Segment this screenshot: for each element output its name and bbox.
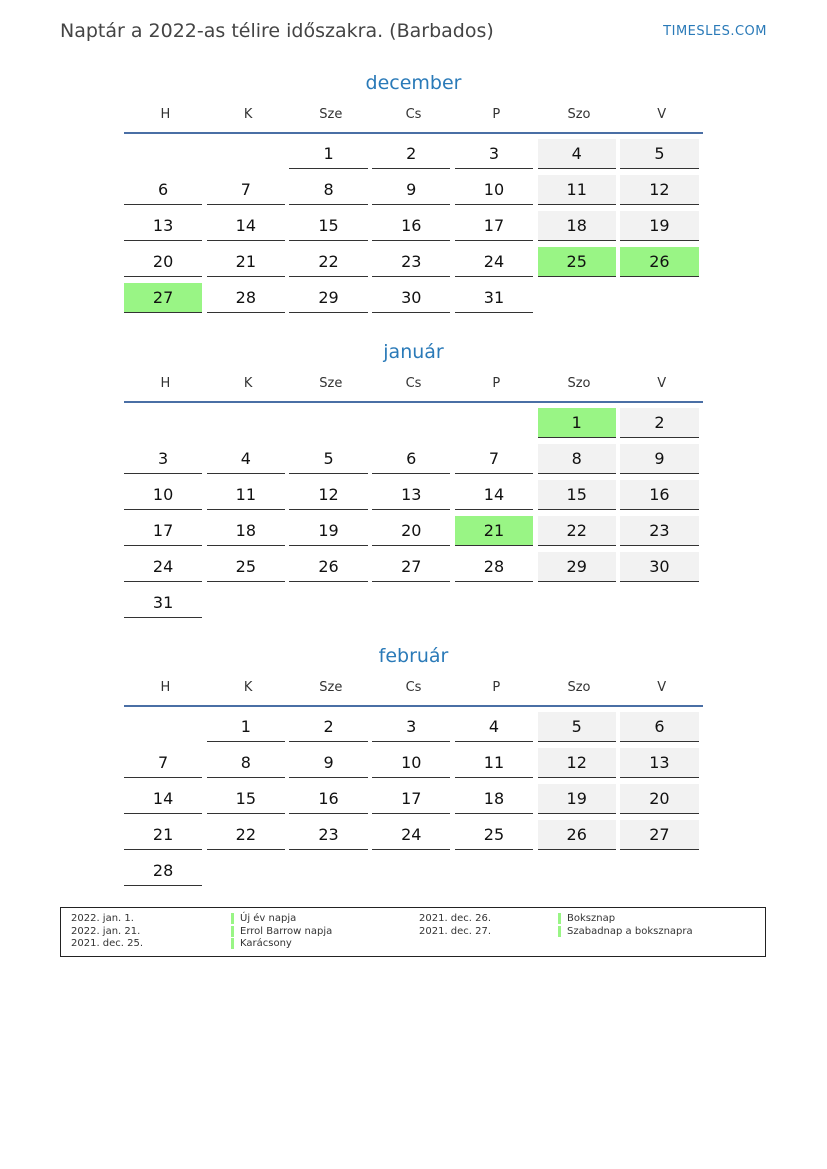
empty-day-cell bbox=[207, 408, 285, 438]
day-cell: 25 bbox=[207, 552, 285, 582]
legend-date: 2022. jan. 21. bbox=[71, 926, 141, 937]
day-cell: 21 bbox=[124, 820, 202, 850]
day-cell: 14 bbox=[124, 784, 202, 814]
day-cell: 1 bbox=[207, 712, 285, 742]
day-cell: 17 bbox=[372, 784, 450, 814]
weekday-label: Cs bbox=[405, 375, 422, 391]
day-cell: 24 bbox=[455, 247, 533, 277]
holiday-day-cell: 1 bbox=[538, 408, 616, 438]
day-cell: 18 bbox=[207, 516, 285, 546]
day-cell: 29 bbox=[538, 552, 616, 582]
empty-day-cell bbox=[455, 856, 533, 886]
week-row bbox=[124, 408, 703, 444]
empty-day-cell bbox=[620, 283, 698, 313]
day-cell: 4 bbox=[207, 444, 285, 474]
weekday-label: V bbox=[657, 106, 667, 122]
week-row bbox=[124, 175, 703, 211]
day-grid bbox=[124, 408, 703, 624]
weekday-label: P bbox=[492, 375, 501, 391]
day-cell: 20 bbox=[372, 516, 450, 546]
day-cell: 6 bbox=[124, 175, 202, 205]
day-cell: 12 bbox=[538, 748, 616, 778]
day-cell: 8 bbox=[207, 748, 285, 778]
day-cell: 27 bbox=[620, 820, 698, 850]
day-cell: 19 bbox=[289, 516, 367, 546]
weekday-label: Cs bbox=[405, 679, 422, 695]
day-cell: 23 bbox=[620, 516, 698, 546]
empty-day-cell bbox=[289, 856, 367, 886]
day-cell: 31 bbox=[124, 588, 202, 618]
day-cell: 18 bbox=[455, 784, 533, 814]
day-cell: 4 bbox=[538, 139, 616, 169]
weekday-label: Sze bbox=[319, 106, 343, 122]
month-calendar bbox=[124, 643, 703, 892]
empty-day-cell bbox=[372, 408, 450, 438]
week-row bbox=[124, 444, 703, 480]
week-row bbox=[124, 748, 703, 784]
empty-day-cell bbox=[207, 856, 285, 886]
day-cell: 11 bbox=[207, 480, 285, 510]
week-row bbox=[124, 480, 703, 516]
week-row bbox=[124, 712, 703, 748]
day-cell: 29 bbox=[289, 283, 367, 313]
week-row bbox=[124, 211, 703, 247]
weekday-label: K bbox=[243, 106, 253, 122]
legend-date: 2021. dec. 27. bbox=[419, 926, 492, 937]
day-cell: 23 bbox=[372, 247, 450, 277]
weekday-label: Sze bbox=[319, 679, 343, 695]
day-cell: 17 bbox=[455, 211, 533, 241]
empty-day-cell bbox=[289, 408, 367, 438]
weekday-label: Sze bbox=[319, 375, 343, 391]
day-cell: 1 bbox=[289, 139, 367, 169]
day-cell: 13 bbox=[124, 211, 202, 241]
day-cell: 23 bbox=[289, 820, 367, 850]
day-cell: 16 bbox=[372, 211, 450, 241]
weekday-label: H bbox=[160, 375, 171, 391]
day-cell: 20 bbox=[620, 784, 698, 814]
weekday-label: K bbox=[243, 375, 253, 391]
day-cell: 28 bbox=[207, 283, 285, 313]
weekday-label: Szo bbox=[567, 106, 591, 122]
day-cell: 22 bbox=[538, 516, 616, 546]
day-cell: 2 bbox=[289, 712, 367, 742]
day-cell: 2 bbox=[620, 408, 698, 438]
empty-day-cell bbox=[455, 588, 533, 618]
day-cell: 13 bbox=[620, 748, 698, 778]
day-cell: 5 bbox=[620, 139, 698, 169]
day-cell: 11 bbox=[455, 748, 533, 778]
day-cell: 9 bbox=[620, 444, 698, 474]
day-cell: 15 bbox=[289, 211, 367, 241]
weekday-label: Cs bbox=[405, 106, 422, 122]
week-row bbox=[124, 283, 703, 319]
weekday-header bbox=[124, 669, 703, 707]
week-row bbox=[124, 820, 703, 856]
day-cell: 24 bbox=[124, 552, 202, 582]
empty-day-cell bbox=[455, 408, 533, 438]
legend-date: 2021. dec. 26. bbox=[419, 913, 492, 924]
day-cell: 8 bbox=[538, 444, 616, 474]
day-cell: 22 bbox=[207, 820, 285, 850]
legend-holiday-name: Errol Barrow napja bbox=[231, 926, 332, 937]
empty-day-cell bbox=[289, 588, 367, 618]
day-cell: 30 bbox=[620, 552, 698, 582]
day-grid bbox=[124, 712, 703, 892]
day-cell: 17 bbox=[124, 516, 202, 546]
weekday-label: V bbox=[657, 679, 667, 695]
empty-day-cell bbox=[372, 588, 450, 618]
day-cell: 9 bbox=[289, 748, 367, 778]
holiday-day-cell: 25 bbox=[538, 247, 616, 277]
day-cell: 20 bbox=[124, 247, 202, 277]
legend-holiday-name: Új év napja bbox=[231, 913, 296, 924]
day-cell: 2 bbox=[372, 139, 450, 169]
holiday-day-cell: 27 bbox=[124, 283, 202, 313]
day-cell: 3 bbox=[455, 139, 533, 169]
day-cell: 5 bbox=[289, 444, 367, 474]
day-cell: 22 bbox=[289, 247, 367, 277]
day-grid bbox=[124, 139, 703, 319]
day-cell: 3 bbox=[372, 712, 450, 742]
month-name: december bbox=[365, 72, 462, 94]
day-cell: 8 bbox=[289, 175, 367, 205]
holiday-day-cell: 26 bbox=[620, 247, 698, 277]
day-cell: 15 bbox=[207, 784, 285, 814]
empty-day-cell bbox=[538, 588, 616, 618]
legend-holiday-name: Szabadnap a boksznapra bbox=[558, 926, 693, 937]
legend-holiday-name: Boksznap bbox=[558, 913, 615, 924]
weekday-label: K bbox=[243, 679, 253, 695]
empty-day-cell bbox=[372, 856, 450, 886]
day-cell: 15 bbox=[538, 480, 616, 510]
weekday-label: V bbox=[657, 375, 667, 391]
day-cell: 26 bbox=[538, 820, 616, 850]
weekday-header bbox=[124, 365, 703, 403]
legend-date: 2021. dec. 25. bbox=[71, 938, 144, 949]
empty-day-cell bbox=[620, 856, 698, 886]
day-cell: 7 bbox=[124, 748, 202, 778]
legend-holiday-name: Karácsony bbox=[231, 938, 292, 949]
day-cell: 18 bbox=[538, 211, 616, 241]
week-row bbox=[124, 139, 703, 175]
day-cell: 9 bbox=[372, 175, 450, 205]
week-row bbox=[124, 856, 703, 892]
empty-day-cell bbox=[538, 856, 616, 886]
day-cell: 14 bbox=[455, 480, 533, 510]
weekday-label: H bbox=[160, 106, 171, 122]
weekday-header bbox=[124, 96, 703, 134]
page-title: Naptár a 2022-as télire időszakra. (Barbados) bbox=[60, 20, 494, 42]
day-cell: 6 bbox=[372, 444, 450, 474]
day-cell: 27 bbox=[372, 552, 450, 582]
empty-day-cell bbox=[207, 588, 285, 618]
legend-date: 2022. jan. 1. bbox=[71, 913, 134, 924]
weekday-label: P bbox=[492, 106, 501, 122]
week-row bbox=[124, 247, 703, 283]
day-cell: 13 bbox=[372, 480, 450, 510]
month-calendar bbox=[124, 339, 703, 624]
day-cell: 21 bbox=[207, 247, 285, 277]
empty-day-cell bbox=[124, 408, 202, 438]
week-row bbox=[124, 552, 703, 588]
day-cell: 6 bbox=[620, 712, 698, 742]
month-name: január bbox=[383, 341, 444, 363]
day-cell: 7 bbox=[207, 175, 285, 205]
day-cell: 12 bbox=[289, 480, 367, 510]
day-cell: 16 bbox=[620, 480, 698, 510]
day-cell: 10 bbox=[124, 480, 202, 510]
day-cell: 5 bbox=[538, 712, 616, 742]
brand-link[interactable]: TIMESLES.COM bbox=[663, 24, 767, 39]
day-cell: 26 bbox=[289, 552, 367, 582]
empty-day-cell bbox=[124, 712, 202, 742]
day-cell: 19 bbox=[538, 784, 616, 814]
weekday-label: H bbox=[160, 679, 171, 695]
day-cell: 7 bbox=[455, 444, 533, 474]
day-cell: 31 bbox=[455, 283, 533, 313]
empty-day-cell bbox=[207, 139, 285, 169]
week-row bbox=[124, 516, 703, 552]
month-name: február bbox=[378, 645, 449, 667]
weekday-label: Szo bbox=[567, 375, 591, 391]
day-cell: 30 bbox=[372, 283, 450, 313]
weekday-label: Szo bbox=[567, 679, 591, 695]
day-cell: 16 bbox=[289, 784, 367, 814]
holiday-day-cell: 21 bbox=[455, 516, 533, 546]
day-cell: 24 bbox=[372, 820, 450, 850]
empty-day-cell bbox=[620, 588, 698, 618]
empty-day-cell bbox=[124, 139, 202, 169]
day-cell: 11 bbox=[538, 175, 616, 205]
holiday-legend bbox=[60, 907, 766, 957]
week-row bbox=[124, 784, 703, 820]
day-cell: 10 bbox=[372, 748, 450, 778]
day-cell: 4 bbox=[455, 712, 533, 742]
day-cell: 28 bbox=[124, 856, 202, 886]
week-row bbox=[124, 588, 703, 624]
day-cell: 12 bbox=[620, 175, 698, 205]
empty-day-cell bbox=[538, 283, 616, 313]
day-cell: 28 bbox=[455, 552, 533, 582]
day-cell: 10 bbox=[455, 175, 533, 205]
month-calendar bbox=[124, 70, 703, 319]
day-cell: 19 bbox=[620, 211, 698, 241]
day-cell: 14 bbox=[207, 211, 285, 241]
day-cell: 3 bbox=[124, 444, 202, 474]
weekday-label: P bbox=[492, 679, 501, 695]
day-cell: 25 bbox=[455, 820, 533, 850]
